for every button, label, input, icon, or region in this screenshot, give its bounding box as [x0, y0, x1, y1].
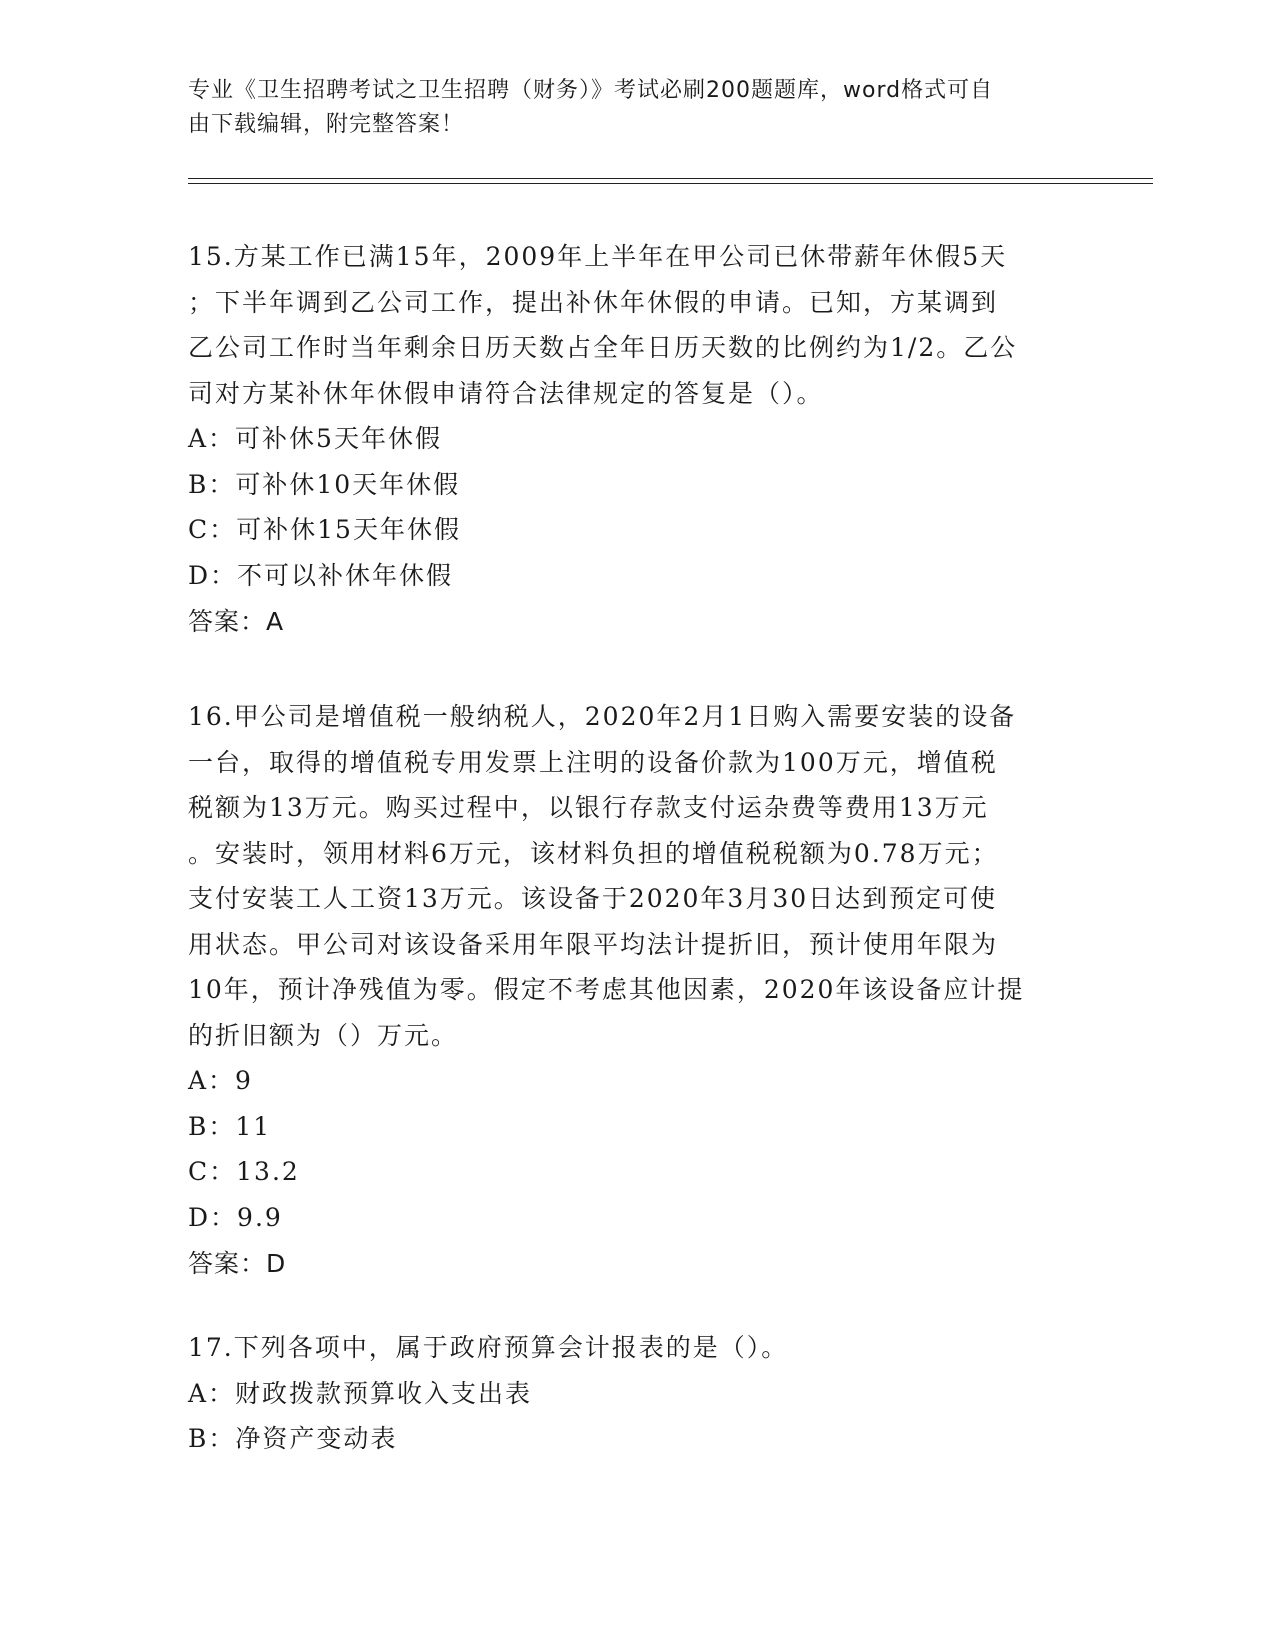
header-line: 由下载编辑，附完整答案！	[188, 112, 465, 137]
question-line: 用状态。甲公司对该设备采用年限平均法计提折旧，预计使用年限为	[188, 929, 999, 959]
option-a: A：财政拨款预算收入支出表	[188, 1378, 533, 1408]
question-line: ；下半年调到乙公司工作，提出补休年休假的申请。已知，方某调到	[188, 287, 999, 317]
question-line: 10年，预计净残值为零。假定不考虑其他因素，2020年该设备应计提	[188, 975, 1025, 1004]
option-b: B：11	[188, 1111, 272, 1141]
question-line: 乙公司工作时当年剩余日历天数占全年日历天数的比例约为1/2。乙公	[188, 333, 1018, 362]
document-header	[188, 74, 1078, 142]
question-line: 的折旧额为（）万元。	[188, 1020, 459, 1050]
header-line: 专业《卫生招聘考试之卫生招聘（财务）》考试必刷200题题库，word格式可自	[188, 78, 994, 103]
option-a: A：9	[188, 1066, 253, 1095]
answer-line: 答案：A	[188, 607, 285, 636]
question-block	[188, 694, 1088, 1287]
question-line: 税额为13万元。购买过程中，以银行存款支付运杂费等费用13万元	[188, 793, 989, 822]
question-text	[188, 694, 1088, 1058]
question-line: 一台，取得的增值税专用发票上注明的设备价款为100万元，增值税	[188, 747, 998, 777]
question-line: 16.甲公司是增值税一般纳税人，2020年2月1日购入需要安装的设备	[188, 702, 1017, 731]
option-b: B：净资产变动表	[188, 1424, 398, 1453]
option-d: D：不可以补休年休假	[188, 560, 454, 590]
question-block	[188, 234, 1088, 645]
question-line: 司对方某补休年休假申请符合法律规定的答复是（）。	[188, 378, 824, 408]
question-text	[188, 1325, 1088, 1371]
header-divider	[188, 183, 1153, 184]
question-line: 15.方某工作已满15年，2009年上半年在甲公司已休带薪年休假5天	[188, 242, 1008, 271]
header-divider	[188, 178, 1153, 179]
question-line: 17.下列各项中，属于政府预算会计报表的是（）。	[188, 1333, 789, 1362]
option-b: B：可补休10天年休假	[188, 469, 461, 499]
option-d: D：9.9	[188, 1202, 283, 1232]
question-line: 。安装时，领用材料6万元，该材料负担的增值税税额为0.78万元；	[188, 838, 999, 868]
option-c: C：13.2	[188, 1157, 300, 1186]
question-text	[188, 234, 1088, 416]
question-line: 支付安装工人工资13万元。该设备于2020年3月30日达到预定可使	[188, 884, 998, 913]
option-c: C：可补休15天年休假	[188, 515, 461, 544]
question-block	[188, 1325, 1088, 1462]
answer-line: 答案：D	[188, 1249, 287, 1278]
option-a: A：可补休5天年休假	[188, 424, 442, 453]
